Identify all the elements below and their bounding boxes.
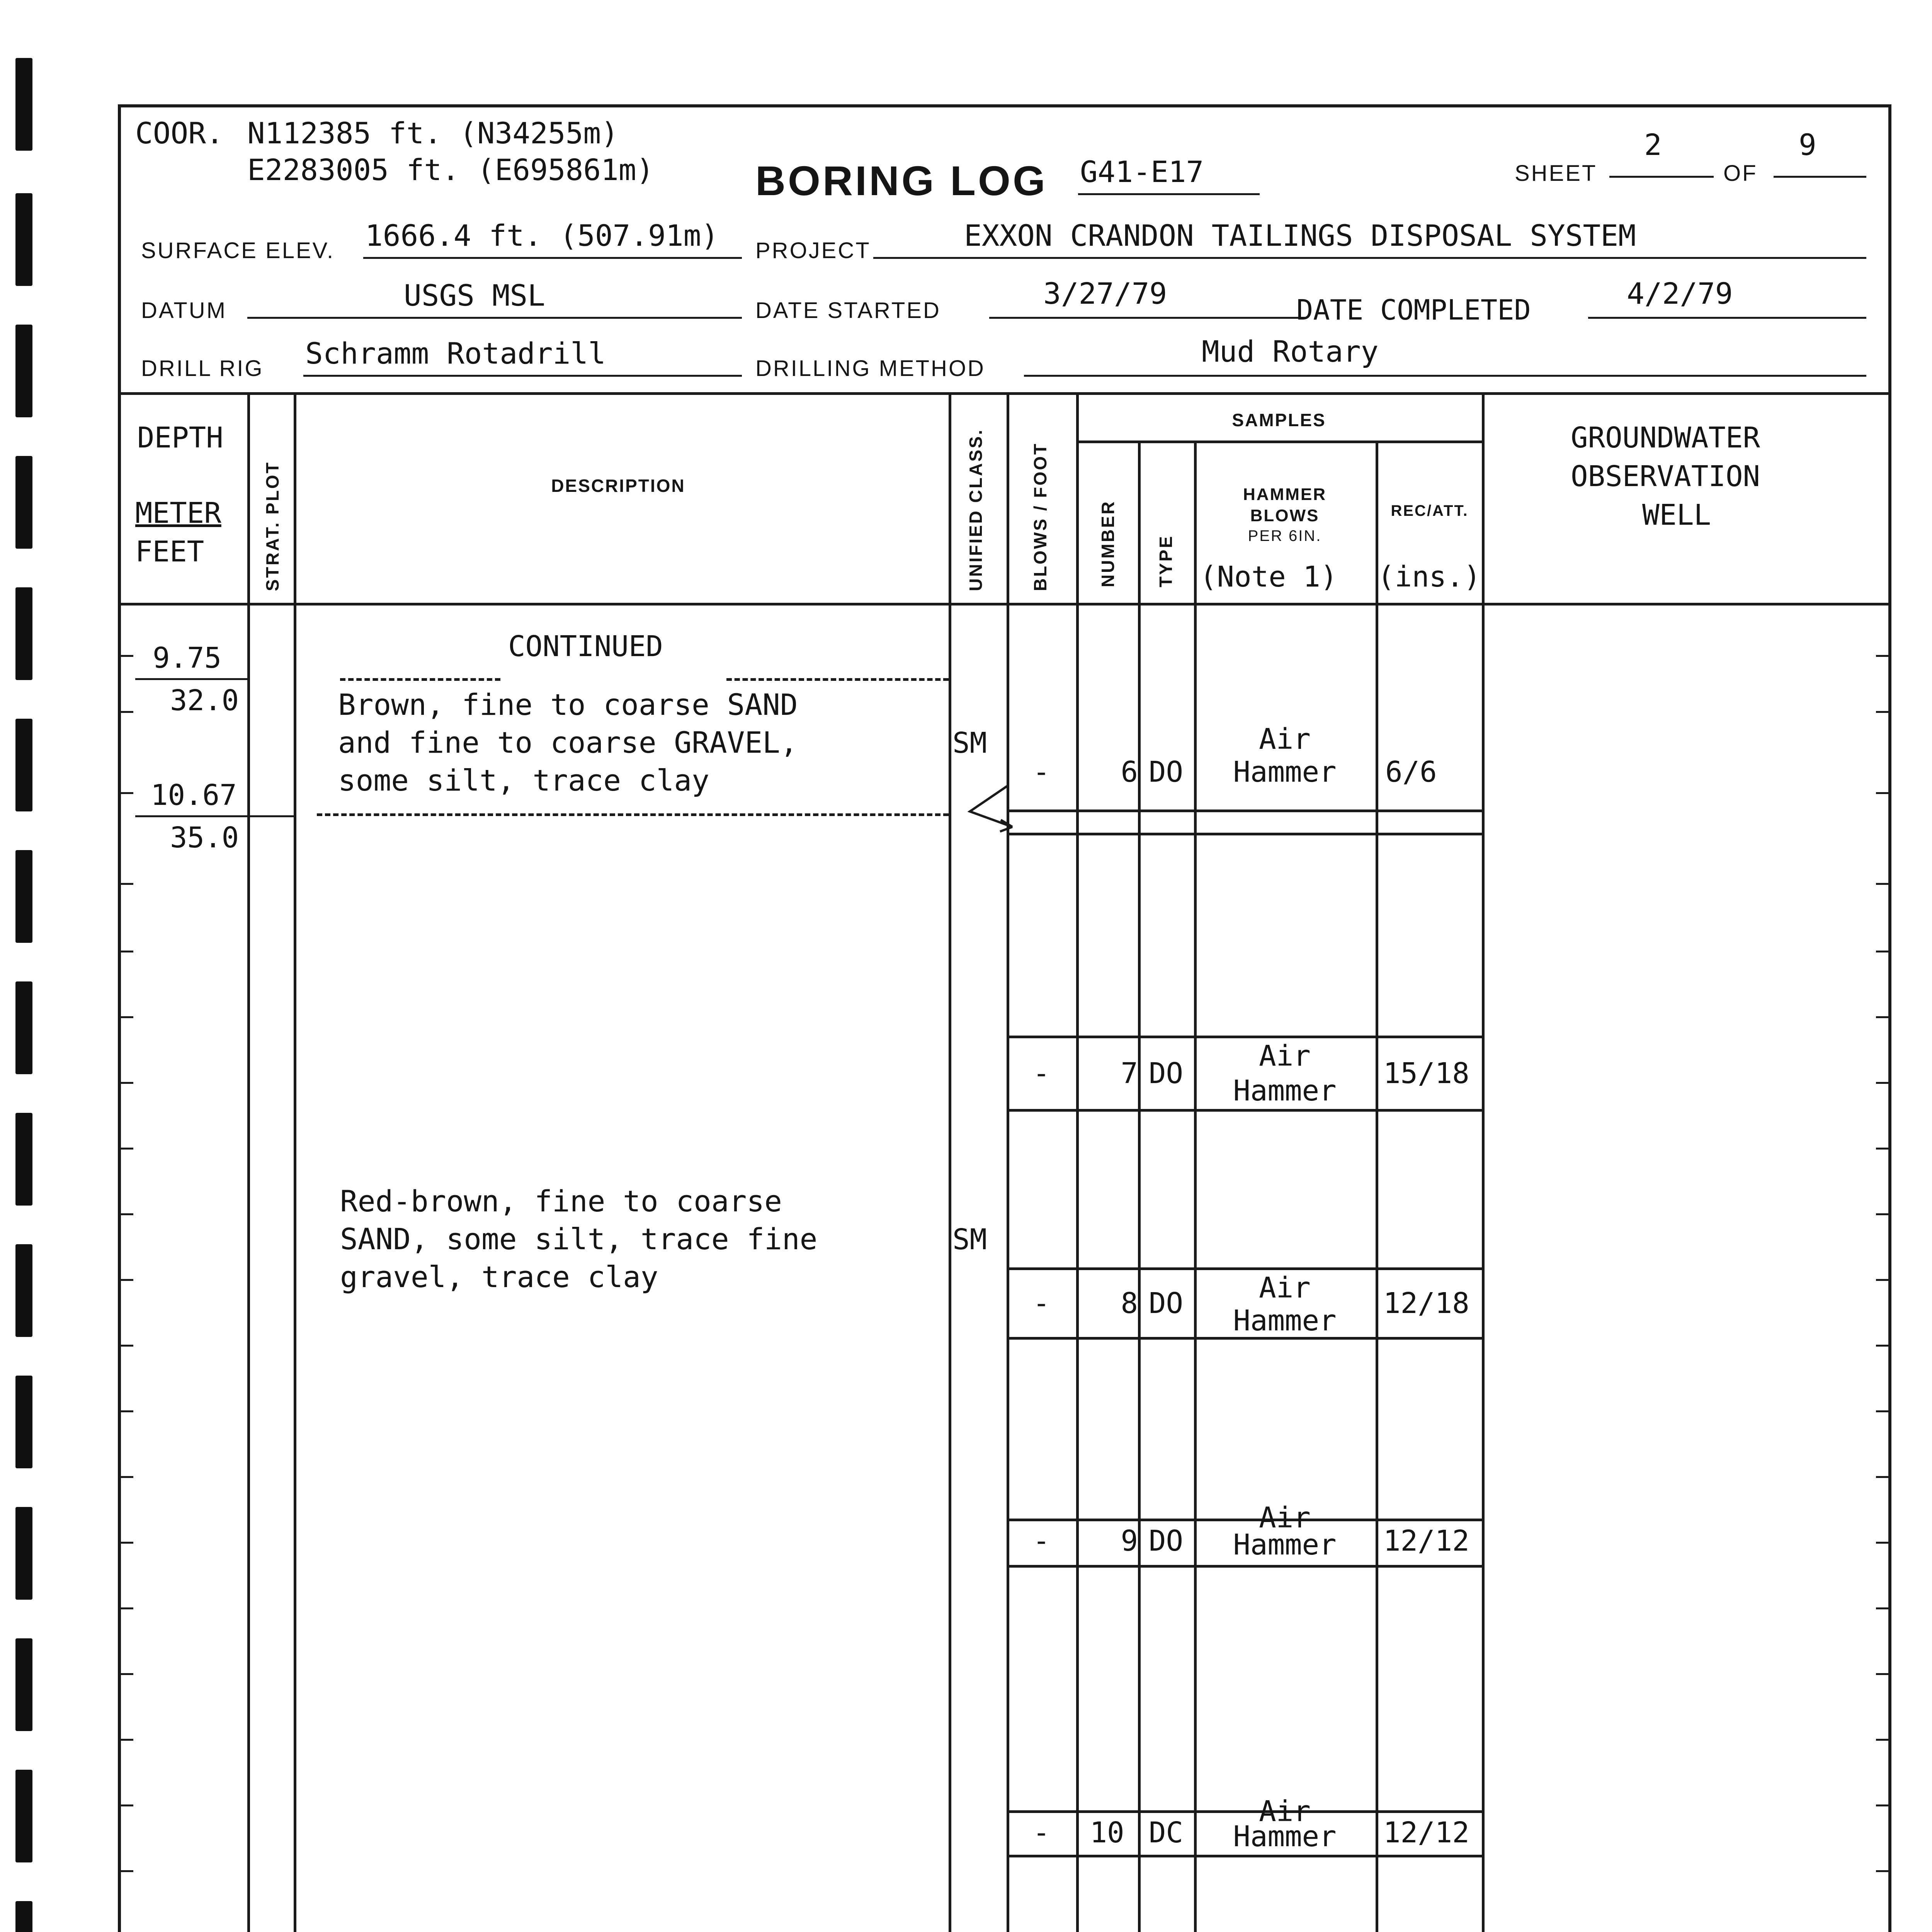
layer1-class: SM: [952, 726, 987, 760]
depth-header: DEPTH: [137, 421, 223, 454]
sample-type: DO: [1148, 755, 1184, 789]
number-header: NUMBER: [1098, 500, 1118, 587]
unified-class-header: UNIFIED CLASS.: [966, 428, 986, 591]
binder-hole: [15, 456, 32, 549]
project-label: PROJECT: [755, 238, 871, 263]
hammer-header-2: BLOWS: [1250, 506, 1320, 525]
sample-number: 7: [1121, 1057, 1138, 1090]
layer1-line2: and fine to coarse GRAVEL,: [338, 725, 798, 760]
depth-m-1: 9.75: [153, 641, 222, 675]
boring-id: G41-E17: [1080, 155, 1204, 189]
layer2-line3: gravel, trace clay: [340, 1260, 658, 1294]
binder-hole: [15, 981, 32, 1074]
sample-rec: 12/12: [1383, 1816, 1469, 1849]
feet-header: FEET: [135, 535, 204, 568]
description-header: DESCRIPTION: [551, 476, 685, 496]
sample-type: DO: [1148, 1057, 1184, 1090]
sample-number: 9: [1121, 1524, 1138, 1558]
continued-top: CONTINUED: [508, 630, 663, 663]
drilling-method-label: DRILLING METHOD: [755, 356, 985, 381]
type-header: TYPE: [1156, 534, 1176, 587]
date-started-value: 3/27/79: [1043, 276, 1167, 311]
rec-ins-header: (ins.): [1378, 560, 1481, 594]
coor-east: E2283005 ft. (E695861m): [247, 153, 654, 187]
sample-hammer-1: Air: [1259, 1271, 1311, 1304]
of-label: OF: [1723, 161, 1758, 186]
drill-rig-value: Schramm Rotadrill: [305, 336, 606, 371]
hammer-note: (Note 1): [1200, 560, 1338, 594]
coor-north: N112385 ft. (N34255m): [247, 116, 619, 150]
binder-hole: [15, 325, 32, 417]
strat-plot-header: STRAT. PLOT: [262, 461, 282, 591]
binder-hole: [15, 1376, 32, 1468]
page-title: BORING LOG: [755, 157, 1048, 204]
sample-hammer-1: Air: [1259, 1501, 1311, 1534]
sample-rec: 12/18: [1383, 1287, 1469, 1320]
date-completed-label: DATE COMPLETED: [1296, 294, 1531, 326]
surface-elev-value: 1666.4 ft. (507.91m): [365, 218, 719, 253]
sample-number: 6: [1121, 755, 1138, 789]
depth-ft-2: 35.0: [170, 821, 239, 854]
binder-hole: [15, 587, 32, 680]
sample-hammer-1: Air: [1259, 723, 1311, 756]
layer2-line2: SAND, some silt, trace fine: [340, 1222, 818, 1256]
groundwater-header-3: WELL: [1642, 498, 1711, 532]
sample-hammer-1: Air: [1259, 1039, 1311, 1073]
sample-blows: -: [1032, 1057, 1050, 1090]
log-frame: [118, 104, 1891, 1932]
depth-m-2: 10.67: [151, 779, 237, 812]
sheet-label: SHEET: [1515, 161, 1597, 186]
sample-number: 8: [1121, 1287, 1138, 1320]
sample-hammer-2: Hammer: [1233, 755, 1337, 789]
layer1-line1: Brown, fine to coarse SAND: [338, 687, 798, 722]
binder-hole: [15, 1770, 32, 1862]
groundwater-header-2: OBSERVATION: [1571, 460, 1760, 493]
sample-hammer-2: Hammer: [1233, 1820, 1337, 1853]
binder-hole: [15, 1901, 32, 1932]
sample-rec: 12/12: [1383, 1524, 1469, 1558]
binder-hole: [15, 1507, 32, 1600]
samples-header: SAMPLES: [1232, 410, 1326, 430]
binder-hole: [15, 850, 32, 943]
sample-type: DO: [1148, 1524, 1184, 1558]
blows-foot-header: BLOWS / FOOT: [1030, 442, 1050, 591]
sample-hammer-1: Air: [1259, 1795, 1311, 1828]
sheet-total: 9: [1799, 128, 1816, 162]
date-completed-value: 4/2/79: [1627, 276, 1733, 311]
sample-blows: -: [1032, 1524, 1050, 1558]
groundwater-header-1: GROUNDWATER: [1571, 421, 1760, 454]
coor-label: COOR.: [135, 116, 224, 150]
sample-rec: 6/6: [1385, 755, 1437, 789]
sample-blows: -: [1032, 1287, 1050, 1320]
sample-hammer-2: Hammer: [1233, 1528, 1337, 1561]
sample-blows: -: [1032, 1816, 1050, 1849]
date-started-label: DATE STARTED: [755, 298, 941, 323]
rec-att-header: REC/ATT.: [1391, 502, 1469, 519]
datum-label: DATUM: [141, 298, 227, 323]
sample-blows: -: [1032, 755, 1050, 789]
sheet-number: 2: [1644, 128, 1662, 162]
binder-hole: [15, 1638, 32, 1731]
sample-rec: 15/18: [1383, 1057, 1469, 1090]
surface-elev-label: SURFACE ELEV.: [141, 238, 335, 263]
binder-hole: [15, 719, 32, 811]
binder-hole: [15, 58, 32, 151]
layer2-class: SM: [952, 1223, 987, 1256]
hammer-header-3: PER 6IN.: [1248, 527, 1322, 544]
project-value: EXXON CRANDON TAILINGS DISPOSAL SYSTEM: [964, 218, 1636, 253]
sample-type: DO: [1148, 1287, 1184, 1320]
arrow-icon: [954, 781, 1020, 835]
sample-hammer-2: Hammer: [1233, 1074, 1337, 1107]
layer2-line1: Red-brown, fine to coarse: [340, 1184, 782, 1218]
depth-ft-1: 32.0: [170, 684, 239, 717]
drill-rig-label: DRILL RIG: [141, 356, 264, 381]
sample-hammer-2: Hammer: [1233, 1304, 1337, 1337]
sample-number: 10: [1090, 1816, 1124, 1849]
meter-header: METER: [135, 497, 221, 530]
binder-hole: [15, 1113, 32, 1206]
drilling-method-value: Mud Rotary: [1202, 334, 1379, 369]
hammer-header-1: HAMMER: [1243, 485, 1327, 504]
sample-type: DC: [1148, 1816, 1184, 1849]
binder-hole: [15, 1244, 32, 1337]
datum-value: USGS MSL: [404, 278, 546, 313]
binder-hole: [15, 193, 32, 286]
layer1-line3: some silt, trace clay: [338, 763, 709, 798]
